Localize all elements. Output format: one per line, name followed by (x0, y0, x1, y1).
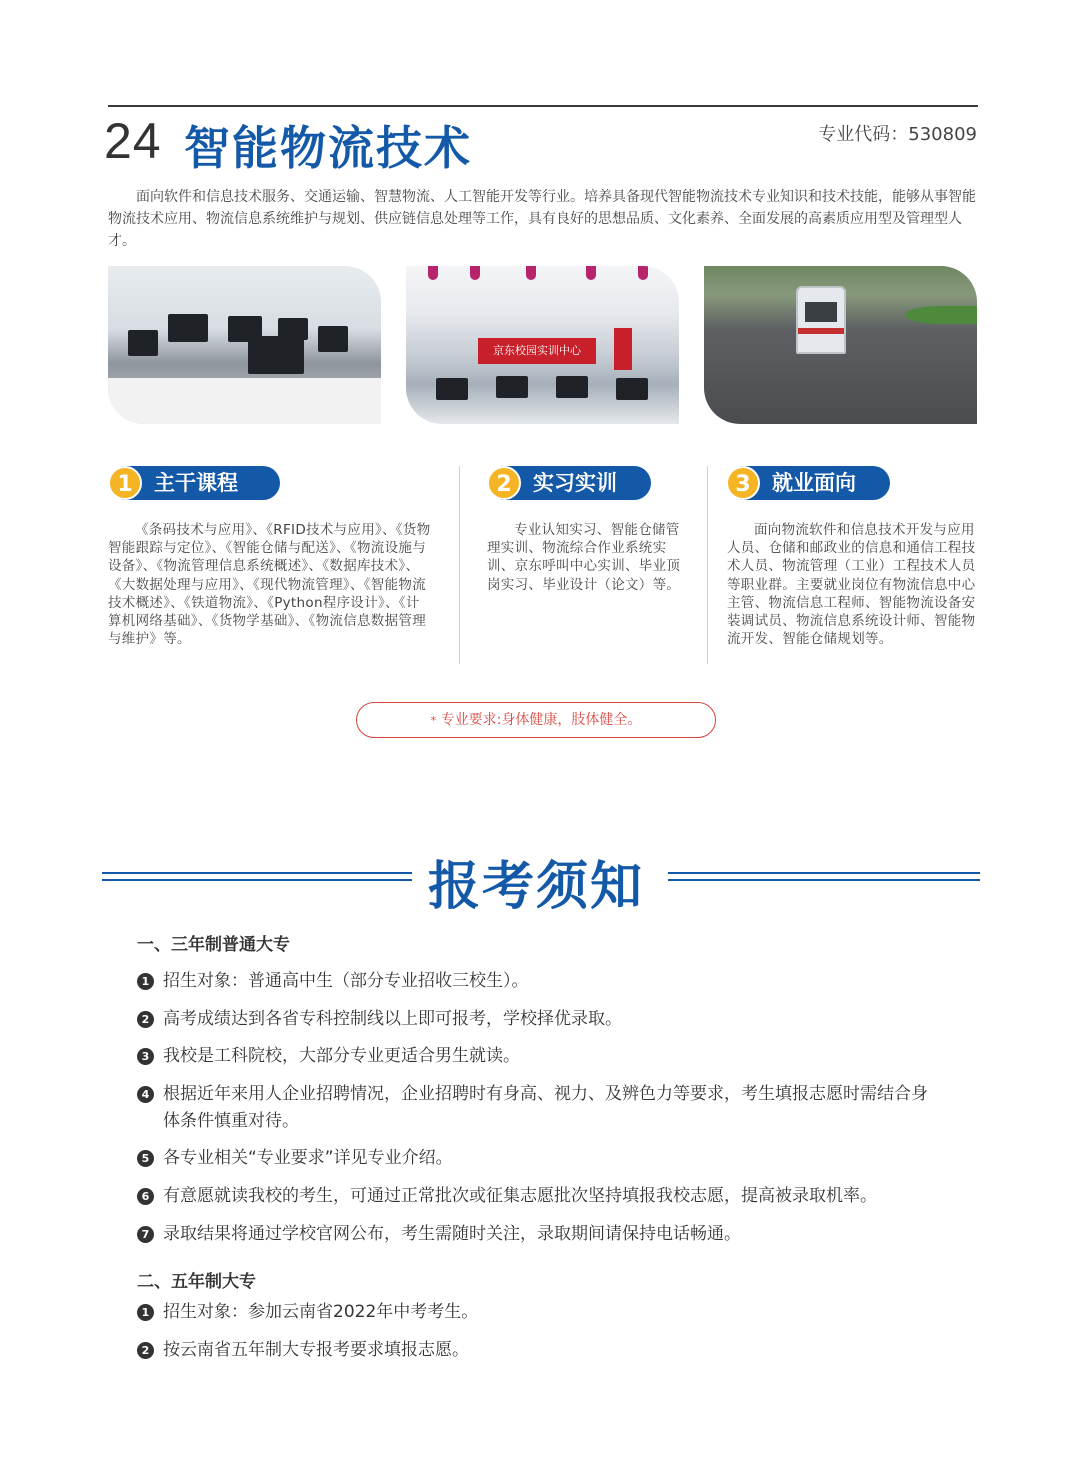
column-divider (459, 466, 460, 664)
list-number: 5 (137, 1150, 154, 1167)
internship-heading-label: 实习实训 (501, 466, 651, 500)
list-text: 各专业相关“专业要求”详见专业介绍。 (163, 1148, 453, 1168)
section2-heading: 二、五年制大专 (137, 1272, 256, 1292)
list-text: 根据近年来用人企业招聘情况，企业招聘时有身高、视力、及辨色力等要求，考生填报志愿时需结合身体条件慎重对待。 (163, 1084, 928, 1131)
list-item (137, 968, 937, 995)
list-text: 按云南省五年制大专报考要求填报志愿。 (163, 1340, 469, 1360)
courses-heading (108, 466, 280, 500)
list-item (137, 1145, 937, 1172)
list-item (137, 1221, 937, 1248)
monitor-image (556, 376, 588, 398)
list-text: 我校是工科院校，大部分专业更适合男生就读。 (163, 1046, 520, 1066)
employment-heading-label: 就业面向 (740, 466, 890, 500)
list-number: 1 (137, 1304, 154, 1321)
notice-title: 报考须知 (428, 857, 645, 917)
flag-image (428, 266, 438, 280)
list-number: 2 (137, 1342, 154, 1359)
list-number: 6 (137, 1188, 154, 1205)
courses-heading-number: 1 (108, 466, 142, 500)
internship-text: 专业认知实习、智能仓储管理实训、物流综合作业系统实训、京东呼叫中心实训、毕业顶岗实习、毕业设计（论文）等。 (487, 522, 681, 593)
computer-lab-photo (108, 266, 381, 424)
robot-screen-image (805, 302, 837, 322)
greenery-image (905, 306, 977, 324)
list-text: 录取结果将通过学校官网公布，考生需随时关注，录取期间请保持电话畅通。 (163, 1224, 741, 1244)
employment-heading (726, 466, 890, 500)
title-rule-left (102, 872, 412, 882)
courses-heading-label: 主干课程 (122, 466, 280, 500)
internship-heading-number: 2 (487, 466, 521, 500)
column-divider (707, 466, 708, 664)
delivery-robot-photo (704, 266, 977, 424)
list-item (137, 1299, 937, 1326)
monitor-image (436, 378, 468, 400)
list-number: 4 (137, 1086, 154, 1103)
internship-heading (487, 466, 652, 500)
list-text: 有意愿就读我校的考生，可通过正常批次或征集志愿批次坚持填报我校志愿，提高被录取机率。 (163, 1186, 877, 1206)
flag-image (638, 266, 648, 280)
flag-image (586, 266, 596, 280)
employment-heading-number: 3 (726, 466, 760, 500)
major-title: 智能物流技术 (184, 121, 472, 175)
list-item (137, 1081, 937, 1135)
monitor-image (128, 330, 158, 356)
monitor-image (248, 336, 304, 374)
monitor-image (616, 378, 648, 400)
monitor-image (496, 376, 528, 398)
requirement-badge (356, 702, 716, 738)
list-number: 7 (137, 1226, 154, 1243)
banner-side-image (614, 328, 632, 370)
flag-image (470, 266, 480, 280)
list-item (137, 1183, 937, 1210)
list-text: 招生对象：参加云南省2022年中考考生。 (163, 1302, 479, 1322)
employment-text: 面向物流软件和信息技术开发与应用人员、仓储和邮政业的信息和通信工程技术人员、物流管理（工业）工程技术人员等职业群。主要就业岗位有物流信息中心主管、物流信息工程师、智能物流设备安装调试员、物流信息系统设计师、智能物流开发、智能仓储规划等。 (727, 522, 976, 648)
monitor-image (318, 326, 348, 352)
top-rule (108, 105, 978, 107)
list-item (137, 1043, 937, 1070)
robot-stripe-image (798, 328, 844, 334)
delivery-robot-image (796, 286, 846, 354)
major-number: 24 (104, 113, 162, 169)
courses-text: 《条码技术与应用》、《RFID技术与应用》、《货物智能跟踪与定位》、《智能仓储与配送》、《物流设施与设备》、《物流管理信息系统概述》、《数据库技术》、《大数据处理与应用》、《现代物流管理》、《智能物流技术概述》、《铁道物流》、《Python程序设计》、《计算机网络基础》、《货物学基础》、《物流信息数据管理与维护》等。 (108, 522, 431, 648)
list-item (137, 1337, 937, 1364)
major-code: 专业代码：530809 (818, 124, 977, 145)
banner-image: 京东校园实训中心 (478, 338, 596, 364)
title-rule-right (668, 872, 980, 882)
list-number: 1 (137, 973, 154, 990)
training-center-photo (406, 266, 679, 424)
section1-heading: 一、三年制普通大专 (137, 935, 290, 955)
list-text: 高考成绩达到各省专科控制线以上即可报考，学校择优录取。 (163, 1009, 622, 1029)
list-text: 招生对象：普通高中生（部分专业招收三校生）。 (163, 971, 529, 991)
requirement-text: 专业要求:身体健康，肢体健全。 (440, 712, 642, 728)
list-number: 2 (137, 1011, 154, 1028)
flag-image (526, 266, 536, 280)
monitor-image (168, 314, 208, 342)
list-item (137, 1006, 937, 1033)
desk-image (108, 378, 381, 424)
major-intro: 面向软件和信息技术服务、交通运输、智慧物流、人工智能开发等行业。培养具备现代智能物流技术专业知识和技术技能，能够从事智能物流技术应用、物流信息系统维护与规划、供应链信息处理等工作，具有良好的思想品质、文化素养、全面发展的高素质应用型及管理型人才。 (108, 189, 976, 249)
requirement-star: * (430, 714, 437, 727)
list-number: 3 (137, 1048, 154, 1065)
